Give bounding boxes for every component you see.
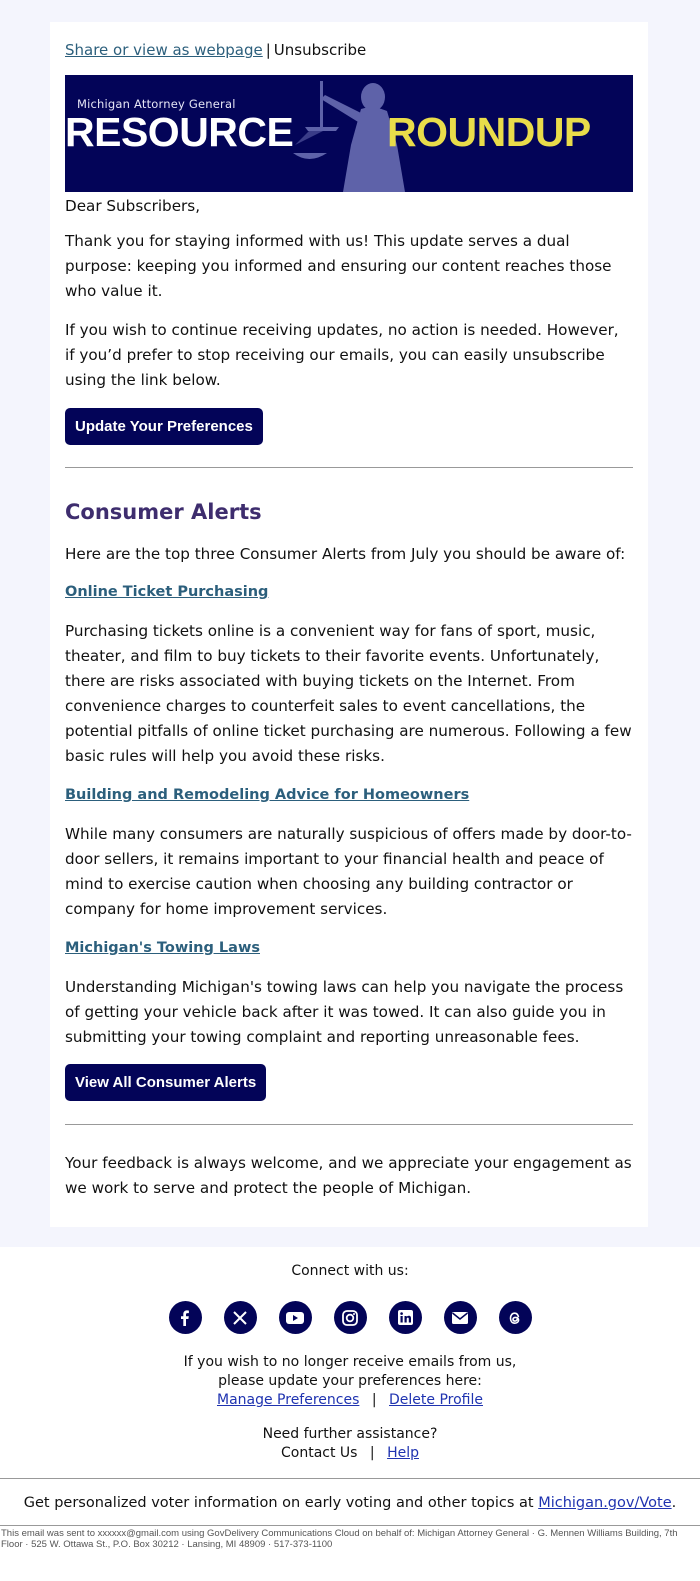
unsubscribe-link[interactable]: Unsubscribe — [273, 41, 367, 59]
update-preferences-button[interactable]: Update Your Preferences — [65, 408, 263, 445]
intro-paragraph-2: If you wish to continue receiving updates, no action is needed. However, if you’d prefer to stop receiving our emails, you can easily unsubscribe using the link below. — [65, 321, 619, 389]
link-separator: | — [369, 1445, 375, 1461]
delete-profile-link[interactable]: Delete Profile — [389, 1392, 483, 1408]
voter-end: . — [671, 1495, 677, 1511]
banner-org: Michigan Attorney General — [77, 97, 236, 111]
social-links — [0, 1301, 700, 1334]
youtube-icon[interactable] — [279, 1301, 312, 1334]
greeting: Dear Subscribers, — [65, 197, 201, 215]
x-icon[interactable] — [224, 1301, 257, 1334]
alert-body-building-remodeling: While many consumers are naturally suspicious of offers made by door-to-door sellers, it remains important to your financial health and peace of mind to exercise caution when choosing any building contractor or company for home improvement services. — [65, 825, 632, 918]
preferences-line-1: If you wish to no longer receive emails from us, — [183, 1354, 517, 1370]
email-icon[interactable] — [444, 1301, 477, 1334]
alerts-lead: Here are the top three Consumer Alerts from July you should be aware of: — [65, 545, 626, 563]
divider — [65, 1124, 633, 1125]
link-separator: | — [371, 1392, 377, 1408]
alert-body-towing-laws: Understanding Michigan's towing laws can help you navigate the process of getting your vehicle back after it was towed. It can also guide you in submitting your towing complaint and reporting unreasonable fees. — [65, 978, 624, 1046]
fine-print: This email was sent to xxxxxx@gmail.com using GovDelivery Communications Cloud on behalf of: Michigan Attorney General · G. Mennen Williams Building, 7th Floor · 525 W. Ottawa St., P.O. Box 30212 · Lansing, MI 48909 · 517-373-1100 — [1, 1528, 678, 1550]
alert-body-online-ticket: Purchasing tickets online is a convenient way for fans of sport, music, theater, and film to buy tickets to their favorite events. Unfortunately, there are risks associated with buying tickets on the Internet. From convenience charges to counterfeit sales to event cancellations, the potential pitfalls of online ticket purchasing are numerous. Following a few basic rules will help you avoid these risks. — [65, 622, 632, 765]
divider — [65, 467, 633, 468]
voter-info — [0, 1495, 700, 1511]
alert-link-building-remodeling[interactable]: Building and Remodeling Advice for Homeowners — [65, 787, 470, 803]
consumer-alerts-heading: Consumer Alerts — [65, 500, 262, 524]
contact-us-link[interactable]: Contact Us — [280, 1445, 358, 1461]
email-card — [50, 22, 648, 1227]
instagram-icon[interactable] — [334, 1301, 367, 1334]
intro-paragraph-1: Thank you for staying informed with us! This update serves a dual purpose: keeping you informed and ensuring our content reaches those who value it. — [65, 232, 612, 300]
alert-link-towing-laws[interactable]: Michigan's Towing Laws — [65, 940, 260, 956]
resource-roundup-banner — [65, 75, 633, 192]
view-all-alerts-button[interactable]: View All Consumer Alerts — [65, 1064, 266, 1101]
top-links — [65, 38, 633, 62]
banner-word-resource: RESOURCE — [65, 109, 294, 155]
assistance-text: Need further assistance? — [262, 1426, 438, 1442]
banner-word-roundup: ROUNDUP — [387, 109, 591, 155]
link-separator: | — [265, 41, 271, 59]
preferences-line-2: please update your preferences here: — [218, 1373, 482, 1389]
connect-heading: Connect with us: — [291, 1263, 409, 1279]
voter-link[interactable]: Michigan.gov/Vote — [538, 1495, 672, 1511]
footer-divider — [0, 1478, 700, 1479]
linkedin-icon[interactable] — [389, 1301, 422, 1334]
manage-preferences-link[interactable]: Manage Preferences — [216, 1392, 360, 1408]
share-webpage-link[interactable]: Share or view as webpage — [65, 41, 263, 59]
threads-icon[interactable] — [499, 1301, 532, 1334]
alert-link-online-ticket[interactable]: Online Ticket Purchasing — [65, 584, 269, 600]
voter-text: Get personalized voter information on early voting and other topics at — [23, 1495, 539, 1511]
help-link[interactable]: Help — [387, 1445, 419, 1461]
closing-paragraph: Your feedback is always welcome, and we appreciate your engagement as we work to serve and protect the people of Michigan. — [65, 1154, 632, 1197]
facebook-icon[interactable] — [169, 1301, 202, 1334]
email-footer — [0, 1247, 700, 1581]
